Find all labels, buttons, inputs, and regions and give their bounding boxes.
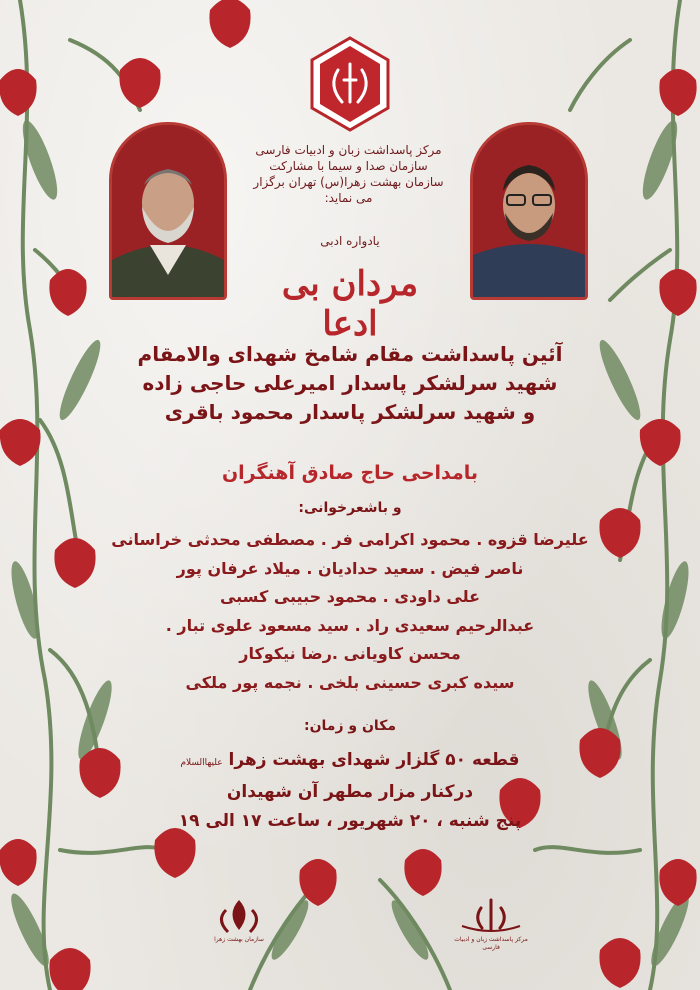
logo-caption: مرکز پاسداشت زبان و ادبیات فارسی (454, 936, 528, 951)
organizer-line: می نماید: (324, 191, 373, 205)
poets-line: محسن کاویانی .رضا نیکوکار (239, 644, 461, 663)
poets-line: علی داودی . محمود حبیبی کسبی (219, 587, 481, 606)
persian-language-center-logo-icon (448, 896, 534, 936)
ceremony-line: و شهید سرلشکر پاسدار محمود باقری (164, 400, 536, 424)
poets-line: سیده کبری حسینی بلخی . نجمه پور ملکی (185, 672, 515, 692)
poets-line: علیرضا قزوه . محمود اکرامی فر . مصطفی محدثی خراسانی (111, 530, 589, 549)
behesht-zahra-logo-icon (196, 896, 282, 936)
iran-emblem-icon (308, 36, 392, 132)
place-line (0, 746, 700, 778)
place-location: قطعه ۵۰ گلزار شهدای بهشت زهرا (228, 750, 520, 770)
poets-heading: و باشعرخوانی: (298, 500, 402, 516)
portrait-right (470, 122, 588, 300)
event-title: مردان بی ادعا (281, 264, 419, 344)
ceremony-line: آئین پاسداشت مقام شامخ شهدای والامقام (137, 342, 563, 366)
time-line: پنج شنبه ، ۲۰ شهریور ، ساعت ۱۷ الی ۱۹ (178, 811, 522, 831)
place-time-info (0, 746, 700, 836)
ceremony-line: شهید سرلشکر پاسدار امیرعلی حاجی زاده (142, 371, 558, 395)
behesht-zahra-logo (196, 896, 282, 960)
organizer-line: مرکز پاسداشت زبان و ادبیات فارسی (255, 143, 442, 157)
portrait-left (109, 122, 227, 300)
persian-language-center-logo (448, 896, 534, 960)
place-line-2: درکنار مزار مطهر آن شهیدان (226, 782, 474, 802)
organizer-line: سازمان صدا و سیما با مشارکت (269, 159, 428, 173)
ceremony-description (0, 340, 700, 427)
place-time-heading: مکان و زمان: (304, 718, 396, 734)
poets-line: عبدالرحیم سعیدی راد . سید مسعود علوی تبار . (165, 615, 535, 635)
honorific-tag: علیهاالسلام (180, 758, 223, 768)
maddah-line: بامداحی حاج صادق آهنگران (221, 462, 479, 484)
poets-list (0, 526, 700, 697)
organizers-text (236, 142, 461, 206)
logo-caption: سازمان بهشت زهرا (214, 936, 264, 943)
organizer-line: سازمان بهشت زهرا(س) تهران برگزار (253, 175, 444, 189)
event-type: یادواره ادبی (320, 234, 380, 248)
poets-line: ناصر فیض . سعید حدادیان . میلاد عرفان پور (176, 558, 524, 578)
